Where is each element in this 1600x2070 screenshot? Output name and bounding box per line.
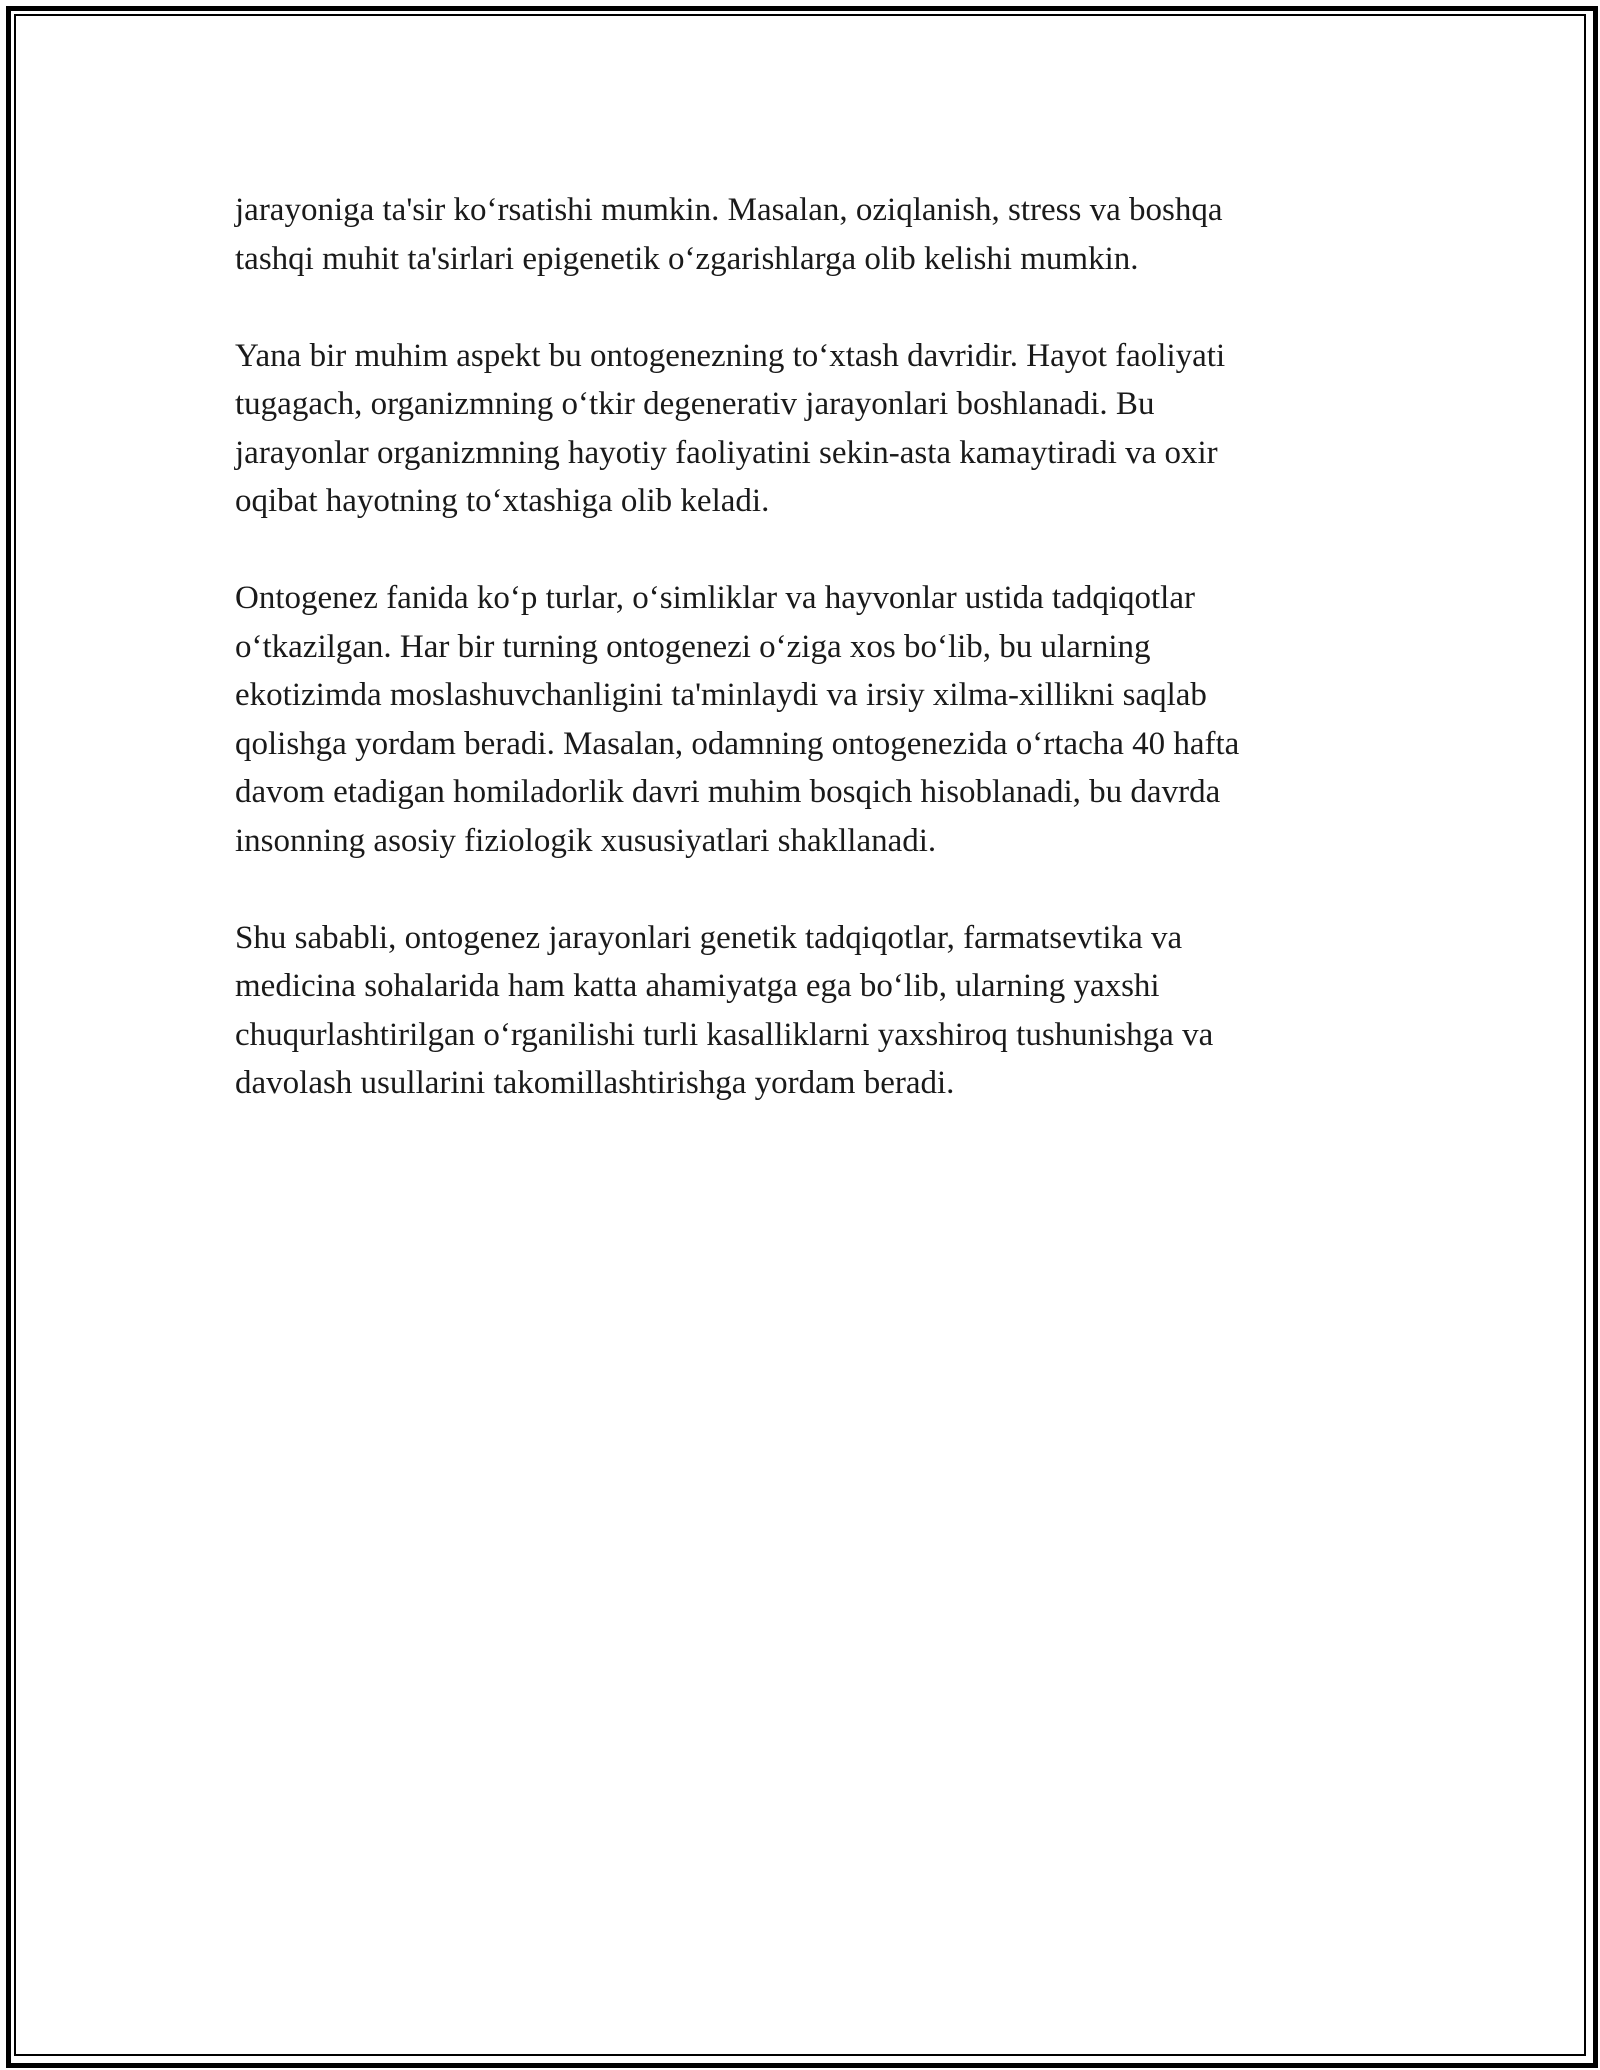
text-line: jarayoniga ta'sir ko‘rsatishi mumkin. Masalan, oziqlanish, stress va boshqa	[235, 192, 1223, 228]
text-line: Yana bir muhim aspekt bu ontogenezning to‘xtash davridir. Hayot faoliyati	[235, 337, 1226, 374]
text-line: tugagach, organizmning o‘tkir degenerativ jarayonlari boshlanadi. Bu	[235, 386, 1155, 422]
text-line: chuqurlashtirilgan o‘rganilishi turli kasalliklarni yaxshiroq tushunishga va	[235, 1016, 1214, 1053]
document-body	[235, 186, 1375, 1156]
paragraph-3	[235, 574, 1375, 865]
text-line: ekotizimda moslashuvchanligini ta'minlaydi va irsiy xilma-xillikni saqlab	[235, 677, 1207, 713]
text-line: o‘tkazilgan. Har bir turning ontogenezi o‘ziga xos bo‘lib, bu ularning	[235, 628, 1151, 665]
text-line: davolash usullarini takomillashtirishga yordam beradi.	[235, 1065, 955, 1101]
text-line: Shu sababli, ontogenez jarayonlari genetik tadqiqotlar, farmatsevtika va	[235, 919, 1183, 956]
text-line: qolishga yordam beradi. Masalan, odamning ontogenezida o‘rtacha 40 hafta	[235, 725, 1240, 762]
text-line: tashqi muhit ta'sirlari epigenetik o‘zgarishlarga olib kelishi mumkin.	[235, 240, 1139, 277]
text-line: Ontogenez fanida ko‘p turlar, o‘simliklar va hayvonlar ustida tadqiqotlar	[235, 580, 1195, 616]
text-line: oqibat hayotning to‘xtashiga olib keladi.	[235, 483, 770, 519]
text-line: insonning asosiy fiziologik xususiyatlari shakllanadi.	[235, 822, 937, 859]
text-line: jarayonlar organizmning hayotiy faoliyatini sekin-asta kamaytiradi va oxir	[235, 434, 1218, 471]
text-line: medicina sohalarida ham katta ahamiyatga ega bo‘lib, ularning yaxshi	[235, 968, 1160, 1004]
paragraph-1	[235, 186, 1375, 283]
paragraph-2	[235, 332, 1375, 526]
paragraph-4	[235, 914, 1375, 1108]
text-line: davom etadigan homiladorlik davri muhim bosqich hisoblanadi, bu davrda	[235, 774, 1221, 810]
